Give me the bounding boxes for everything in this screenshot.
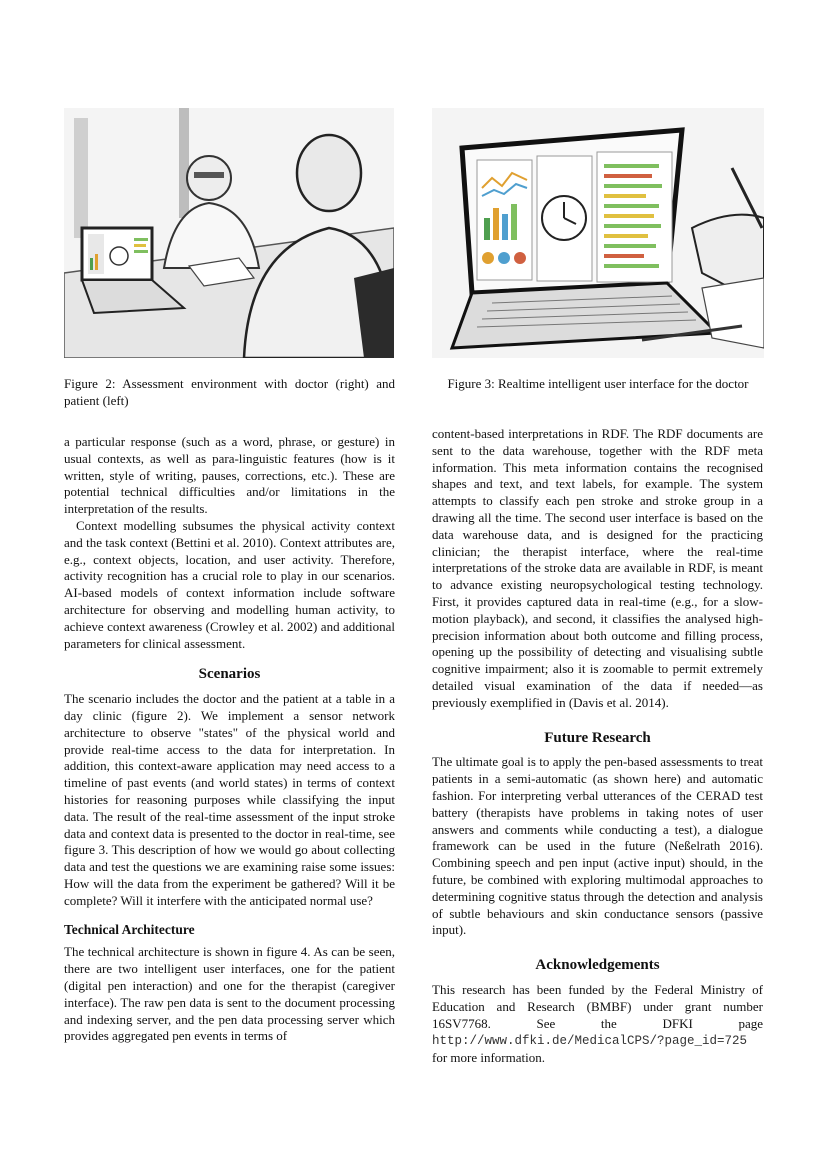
ack-text-end: for more information.	[432, 1050, 545, 1066]
paragraph: The ultimate goal is to apply the pen-based assessments to treat patients in a semi-automatic (as shown here) and automatic fashion. For interpreting verbal utterances of the CERAD test battery (therapists have problems in taking notes of user answers and comments while conducting a test), a dialogue framework can be used in the future (Neßelrath 2016). Combining speech and pen input (active input) should, in the future, be combined with exploring multimodal approaches to determining cognitive status through the detection and analysis of subtle behaviours and skin conductance sensors (passive input).	[432, 754, 763, 938]
paragraph: The scenario includes the doctor and the patient at a table in a day clinic (figure 2). We implement a sensor network architecture to observe "states" of the physical world and provide real-time access to the data for interpretation. In addition, this context-aware application may need access to a timeline of past events (and world states) in terms of context histories for reasoning purposes while classifying the input data. The result of the real-time assessment of the input stroke data and context data is presented to the doctor in real-time, see figure 3. This description of how we would go about collecting data and test the questions we are examining raise some issues: How will the data from the experiment be gathered? Will it be complete? Will it interfere with the anticipated normal use?	[64, 691, 395, 908]
section-heading-scenarios: Scenarios	[198, 666, 261, 683]
dfki-url-link[interactable]: http://www.dfki.de/MedicalCPS/?page_id=725	[432, 1034, 748, 1049]
figure-2-illustration	[64, 108, 394, 358]
figure-2-caption: Figure 2: Assessment environment with doctor (right) and patient (left)	[64, 376, 395, 408]
figure-3-caption: Figure 3: Realtime intelligent user interface for the doctor	[447, 376, 749, 391]
left-column	[64, 434, 395, 1045]
ack-text: This research has been funded by the Federal Ministry of Education and Research (BMBF) under grant number 16SV7768. See the DFKI page	[432, 981, 763, 1031]
section-heading-acknowledgements: Acknowledgements	[535, 957, 660, 974]
figure-3-illustration	[432, 108, 764, 358]
acknowledgements-text	[432, 982, 763, 1067]
section-heading-technical-architecture: Technical Architecture	[64, 921, 195, 937]
section-heading-future-research: Future Research	[544, 729, 651, 746]
paragraph: Context modelling subsumes the physical activity context and the task context (Bettini et al. 2010). Context attributes are, e.g., context objects, location, and user activity. Therefore, activity recognition has a crucial role to play in our scenarios. AI-based models of context information include software architecture for observing and modelling human activity, to achieve context awareness (Crowley et al. 2002) and additional parameters for clinical assessment.	[64, 517, 395, 651]
paragraph: a particular response (such as a word, phrase, or gesture) in usual contexts, as well as para-linguistic features (how is it written, style of writing, pauses, corrections, etc.). These are potential technical difficulties and/or limitations in the interpretation of the results.	[64, 434, 395, 517]
paragraph: content-based interpretations in RDF. The RDF documents are sent to the data warehouse, together with the RDF meta information. This meta information contains the recognised shapes and text, and text labels, for example. The system attempts to classify each pen stroke and stroke group in a drawing all the time. The second user interface is based on the data warehouse data, and is designed for the practicing clinician; the therapist interface, where the real-time interpretations of the stroke data are available in RDF, is meant to advance existing neuropsychological testing technology. First, it provides captured data in real-time (e.g., for a slow-motion playback), and second, it classifies the analysed high-precision information about both outcome and filling process, opening up the possibility of detecting and visualising subtle cognitive impairment; also it is zoomable to permit extremely detailed visual examination of the data if needed—as previously exemplified in (Davis et al. 2014).	[432, 426, 763, 710]
paragraph: The technical architecture is shown in figure 4. As can be seen, there are two intelligent user interfaces, one for the patient (digital pen interaction) and one for the therapist (caregiver interface). The raw pen data is sent to the document processing and indexing server, and the pen data processing server which provides aggregated pen events in terms of	[64, 944, 395, 1044]
right-column	[432, 426, 763, 1067]
